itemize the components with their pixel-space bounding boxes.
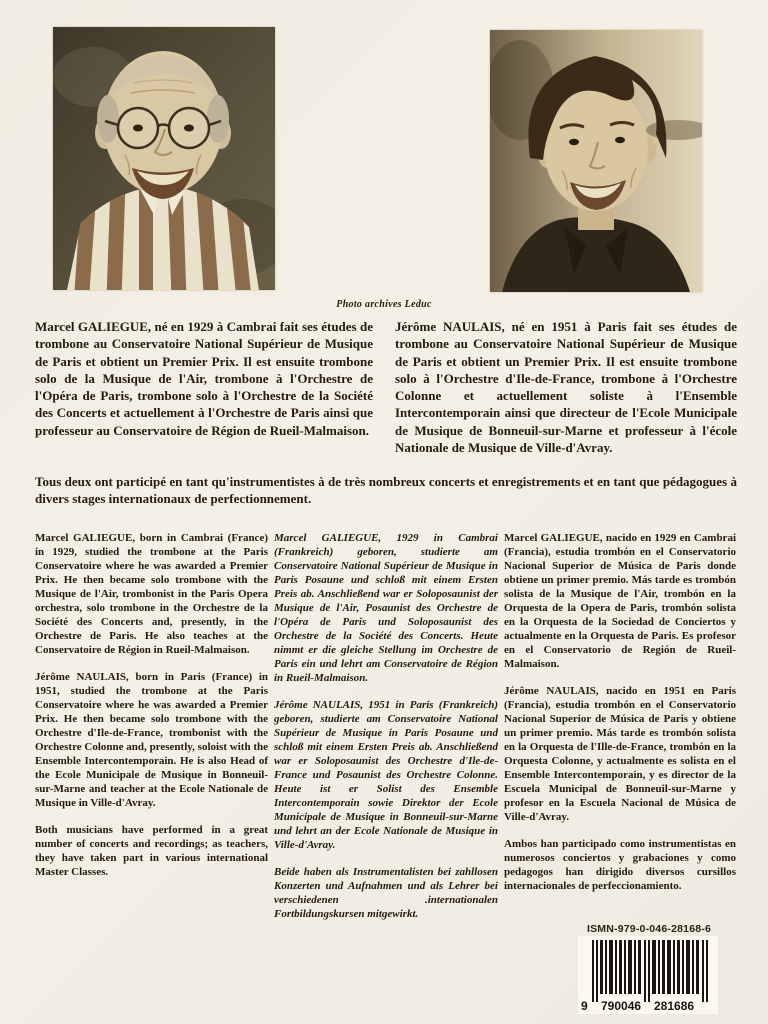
ean-barcode — [578, 936, 718, 1014]
bio-german-both: Beide haben als Instrumentalisten bei zahllosen Konzerten und Aufnahmen und als Lehrer bei verschiedenen .internationalen Fortbildungskursen mitgewirkt. — [274, 866, 498, 920]
bio-spanish-both: Ambos han participado como instrumentistas en numerosos conciertos y grabaciones y como pedagogos han dirigido diversos cursillos internacionales de perfeccionamiento. — [504, 838, 736, 892]
portrait-photo-galiegue — [53, 27, 275, 290]
bio-french-galiegue: Marcel GALIEGUE, né en 1929 à Cambrai fait ses études de trombone au Conservatoire National Supérieur de Musique de Paris et obtient un Premier Prix. Il est ensuite trombone solo de la Musique de l'Air, trombone à l'Orchestre de l'Opéra de Paris, trombone solo à l'Orchestre de la Société des Concerts et actuellement à l'Orchestre de Paris ainsi que professeur au Conservatoire de Région de Rueil-Malmaison. — [35, 319, 373, 438]
bio-english-both: Both musicians have performed in a great number of concerts and recordings; as teachers, they have taken part in various international Master Classes. — [35, 824, 268, 878]
bio-english-naulais: Jérôme NAULAIS, born in Paris (France) in 1951, studied the trombone at the Paris Conservatoire where he was awarded a Premier Prix. He then became solo trombone with the Orchestre d'Ile-de-France, trombonist with the Orchestre Colonne and, presently, soloist with the Ensemble Intercontemporain. He is also Head of the Ecole Municipale de Musique in Bonneuil-sur-Marne and teacher at the Ecole Nationale de Musique in Ville-d'Avray. — [35, 671, 268, 809]
portrait-naulais-image — [490, 30, 702, 292]
barcode-digit-lead: 9 — [581, 999, 588, 1013]
bio-french-both: Tous deux ont participé en tant qu'instrumentistes à de très nombreux concerts et enregistrements et en tant que pédagogues à divers stages internationaux de perfectionnement. — [35, 474, 737, 507]
bio-german-galiegue: Marcel GALIEGUE, 1929 in Cambrai (Frankreich) geboren, studierte am Conservatoire National Supérieur de Musique in Paris Posaune und schloß mit einem Ersten Preis ab. Anschließend war er Soloposaunist der Musique de l'Air, Posaunist des Orchestre de l'Opéra de Paris und Soloposaunist des Orchestre de la Société des Concerts. Heute nimmt er die gleiche Stellung im Orchestre de Paris ein und lehrt am Conservatoire de Région in Rueil-Malmaison. — [274, 532, 498, 684]
bio-english-galiegue: Marcel GALIEGUE, born in Cambrai (France) in 1929, studied the trombone at the Paris Conservatoire where he was awarded a Premier Prix. He then became solo trombone with the Musique de l'Air, trombonist in the Paris Opera orchestra, solo trombone in the Orchestre de la Société des Concerts and, presently, in the Orchestre de Paris. He also teaches at the Conservatoire de Région in Rueil-Malmaison. — [35, 532, 268, 656]
barcode-bars — [578, 938, 718, 1014]
bio-column-english — [35, 531, 268, 934]
photo-credit-caption: Photo archives Leduc — [336, 299, 432, 310]
bio-spanish-naulais: Jérôme NAULAIS, nacido en 1951 en Paris (Francia), estudia trombón en el Conservatorio Nacional Superior de Música de Paris y obtiene un primer premio. Más tarde es trombón solista en la Orquesta de l'Ille-de-France, trombón en la Orquesta Colonne, y actualmente es solista en el Ensemble Intercontemporain, y es director de la Escuela Municipal de Bonneuil-sur-Marne y profesor en la Escuela Nacional de Música de Ville-d'Avray. — [504, 685, 736, 823]
barcode-digits-left: 790046 — [601, 999, 642, 1013]
barcode-digits-right: 281686 — [654, 999, 695, 1013]
ismn-number: ISMN-979-0-046-28168-6 — [586, 923, 712, 935]
portrait-galiegue-image — [53, 27, 275, 290]
bio-german-naulais: Jérôme NAULAIS, 1951 in Paris (Frankreich) geboren, studierte am Conservatoire National Supérieur de Musique in Paris Posaune und schloß mit einem Ersten Preis ab. Anschließend war er Soloposaunist des Orchestre d'Ile-de-France und Posaunist des Orchestre Colonne. Heute ist er Solist des Ensemble Intercontemporain sowie Direktor der Ecole Municipale de Musique in Bonneuil-sur-Marne und lehrt an der Ecole Nationale de Musique in Ville-d'Avray. — [274, 699, 498, 851]
bio-spanish-galiegue: Marcel GALIEGUE, nacido en 1929 en Cambrai (Francia), estudia trombón en el Conservatorio Nacional Superior de Música de Paris donde obtiene un primer premio. Más tarde es trombón solista de la Musique de l'Air, trombón en la Orquesta de la Opera de Paris, trombón solista en la Orquesta de la Sociedad de Conciertos y actualmente en la Orquesta de Paris. Es profesor en el Conservatorio de Región de Rueil-Malmaison. — [504, 532, 736, 670]
bio-french-naulais: Jérôme NAULAIS, né en 1951 à Paris fait ses études de trombone au Conservatoire National Supérieur de Musique de Paris et obtient un Premier Prix. Il est ensuite trombone solo à l'Orchestre d'Ile-de-France, trombone à l'Orchestre Colonne et actuellement soliste à l'Ensemble Intercontemporain ainsi que directeur de l'Ecole Municipale de Musique de Bonneuil-sur-Marne et professeur à l'école Nationale de Musique de Ville-d'Avray. — [395, 319, 737, 456]
bio-column-spanish — [504, 531, 736, 934]
portrait-photo-naulais — [490, 30, 702, 292]
multilingual-bios — [35, 531, 737, 934]
bio-column-german — [274, 531, 498, 934]
